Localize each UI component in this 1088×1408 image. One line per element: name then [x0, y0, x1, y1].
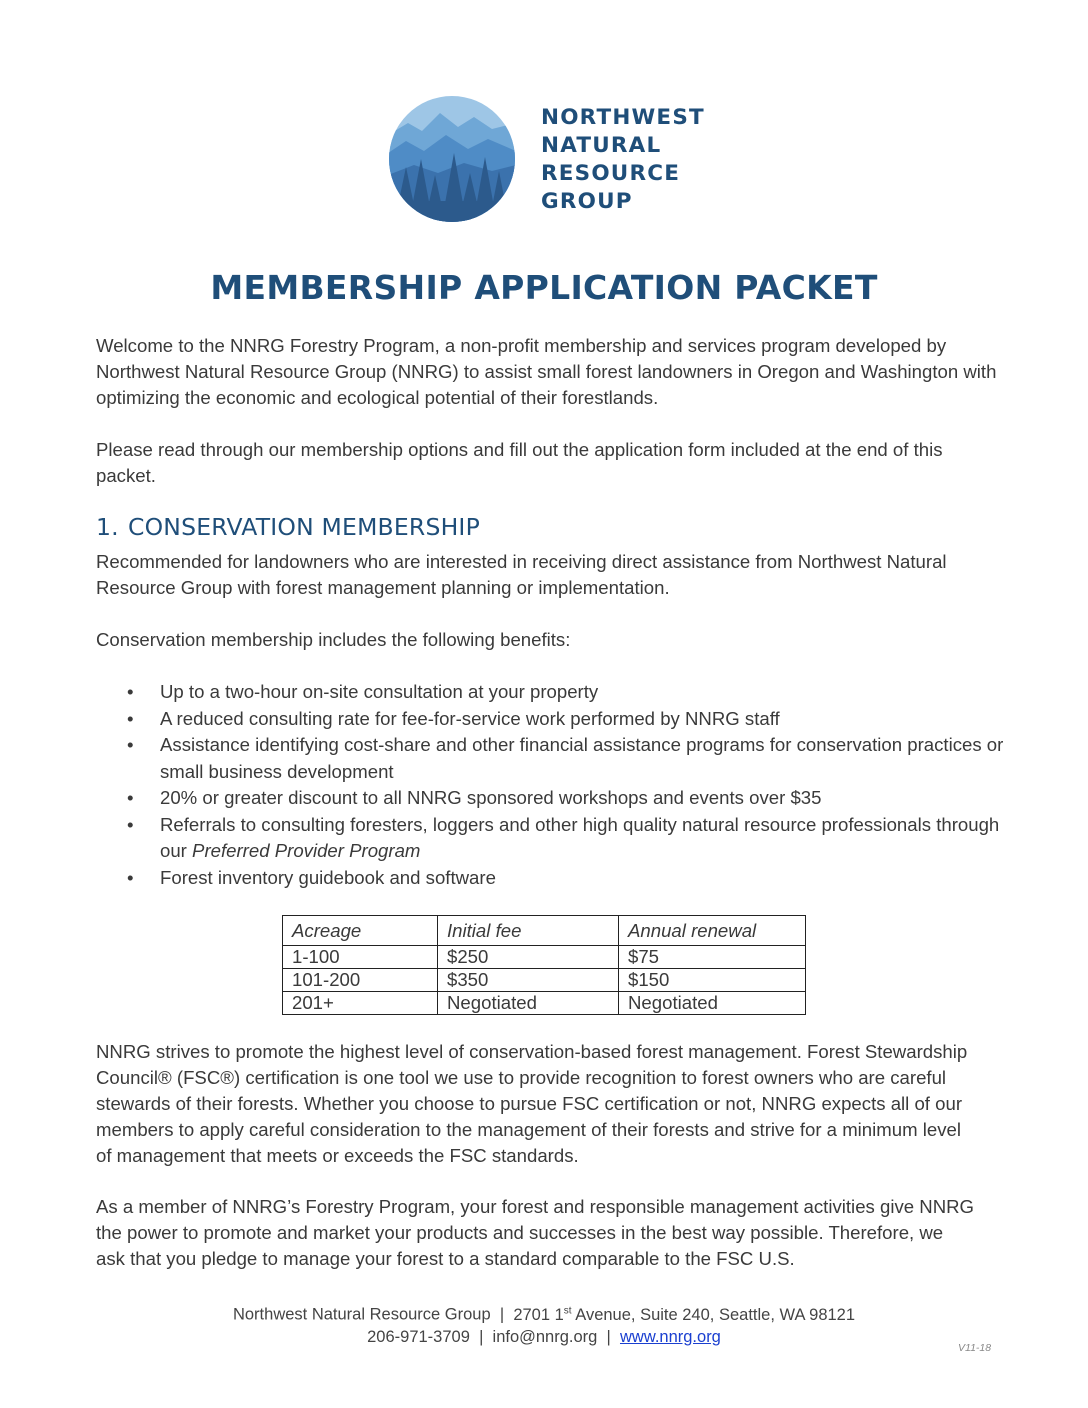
table-cell: $250 [438, 946, 619, 969]
footer-separator: | [606, 1327, 611, 1346]
footer-address-sup: st [563, 1305, 572, 1316]
footer-address-line [0, 1300, 1088, 1326]
benefits-list [96, 679, 1006, 891]
footer-phone: 206-971-3709 [367, 1327, 470, 1346]
recommendation-paragraph: Recommended for landowners who are interested in receiving direct assistance from Northwest Natural Resource Group with forest management planning or implementation. [96, 551, 947, 598]
table-cell: Negotiated [438, 992, 619, 1015]
intro-paragraph: Welcome to the NNRG Forestry Program, a non-profit membership and services program developed by Northwest Natural Resource Group (NNRG) to assist small forest landowners in Oregon and Washington with optimizing the economic and ecological potential of their forestlands. [96, 335, 997, 408]
table-cell: 101-200 [283, 969, 438, 992]
list-item: • 20% or greater discount to all NNRG sponsored workshops and events over $35 [96, 785, 1006, 812]
nnrg-logo [388, 95, 708, 225]
list-item: • Up to a two-hour on-site consultation at your property [96, 679, 1006, 706]
table-row [283, 992, 806, 1015]
table-row [283, 969, 806, 992]
footer-org: Northwest Natural Resource Group [232, 1305, 491, 1324]
benefits-intro: Conservation membership includes the following benefits: [96, 629, 571, 650]
footer-separator: | [479, 1327, 484, 1346]
footer-email: info@nnrg.org [492, 1327, 598, 1346]
section-title: CONSERVATION MEMBERSHIP [128, 513, 480, 541]
section-heading-conservation [96, 513, 480, 541]
logo-line-1: NORTHWEST [541, 105, 705, 130]
header-initial-fee: Initial fee [438, 916, 619, 946]
pledge-paragraph: As a member of NNRG’s Forestry Program, your forest and responsible management activities give NNRG the power to promote and market your products and successes in the best way possible. Therefore, we ask that you pledge to manage your forest to a standard comparable to the FSC U.S. [96, 1196, 975, 1269]
version-label: V11-18 [958, 1342, 992, 1354]
fee-table [282, 915, 806, 1015]
table-cell: 1-100 [283, 946, 438, 969]
referral-text: Referrals to consulting foresters, loggers and other high quality natural resource professionals through our [160, 813, 1000, 861]
logo-line-4: GROUP [541, 189, 633, 214]
table-cell: Negotiated [619, 992, 806, 1015]
list-item: • A reduced consulting rate for fee-for-service work performed by NNRG staff [96, 706, 1006, 733]
footer-address-rest: Avenue, Suite 240, Seattle, WA 98121 [571, 1305, 856, 1324]
website-link[interactable]: www.nnrg.org [619, 1327, 721, 1346]
footer-address [513, 1306, 855, 1324]
table-cell: $150 [619, 969, 806, 992]
logo-line-3: RESOURCE [541, 161, 681, 186]
table-header-row [283, 916, 806, 946]
page-title: MEMBERSHIP APPLICATION PACKET [210, 268, 878, 307]
list-item: • Assistance identifying cost-share and other financial assistance programs for conservation practices or small business development [96, 732, 1006, 785]
list-item: • Forest inventory guidebook and software [96, 865, 1006, 892]
table-row [283, 946, 806, 969]
logo-line-2: NATURAL [541, 133, 662, 158]
list-item [96, 812, 1006, 865]
mountain-forest-logo-icon [388, 95, 516, 223]
section-number: 1. [96, 513, 119, 541]
table-cell: 201+ [283, 992, 438, 1015]
header-acreage: Acreage [283, 916, 438, 946]
fsc-paragraph: NNRG strives to promote the highest level of conservation-based forest management. Forest Stewardship Council® (FSC®) certification is one tool we use to provide recognition to forest owners who are careful stewards of their forests. Whether you choose to pursue FSC certification or not, NNRG expects all of our members to apply careful consideration to the management of their forests and strive for a minimum level of management that meets or exceeds the FSC standards. [96, 1041, 968, 1166]
logo-wordmark [541, 104, 705, 216]
footer-address-number: 2701 1 [513, 1305, 564, 1324]
table-cell: $350 [438, 969, 619, 992]
footer-separator: | [499, 1305, 505, 1324]
instructions-paragraph: Please read through our membership options and fill out the application form included at the end of this packet. [96, 439, 943, 486]
page-footer [0, 1300, 1088, 1348]
table-cell: $75 [619, 946, 806, 969]
header-annual-renewal: Annual renewal [619, 916, 806, 946]
footer-contact-line [0, 1326, 1088, 1348]
preferred-provider-program: Preferred Provider Program [192, 840, 421, 861]
